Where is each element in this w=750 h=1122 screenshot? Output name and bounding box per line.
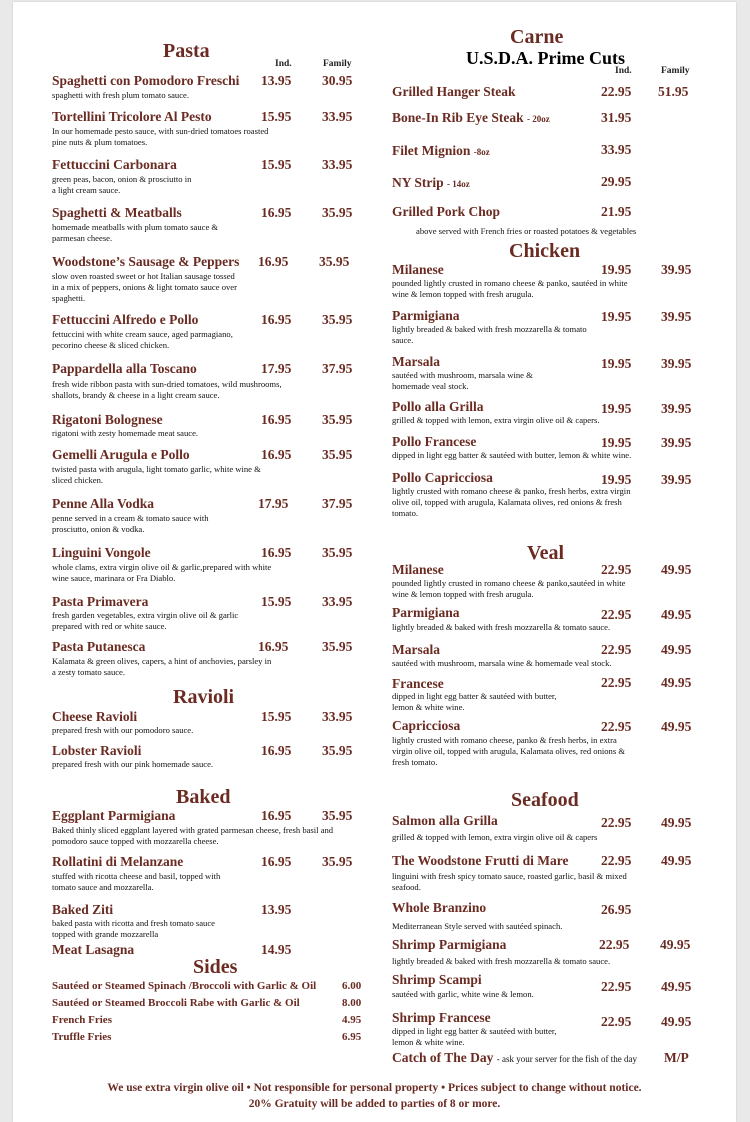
menu-item-name: Pollo alla Grilla <box>392 399 484 414</box>
price-family: 49.95 <box>661 719 692 734</box>
price-ind: 22.95 <box>601 1014 632 1029</box>
price-ind: 19.95 <box>601 356 632 371</box>
menu-item-desc: lightly breaded & baked with fresh mozzarella & tomato sauce. <box>392 956 611 966</box>
ravioli-heading: Ravioli <box>173 686 235 708</box>
menu-item-desc: pounded lightly crusted in romano cheese & panko, sautéed in white wine & lemon topped with fresh arugula. <box>392 278 628 299</box>
menu-item-desc: spaghetti with fresh plum tomato sauce. <box>52 90 189 100</box>
price-family: 49.95 <box>661 642 692 657</box>
price-ind: 16.95 <box>261 205 292 220</box>
menu-item-name: Pollo Francese <box>392 434 477 449</box>
menu-item-desc: rigatoni with zesty homemade meat sauce. <box>52 428 199 438</box>
price-family: 39.95 <box>661 472 692 487</box>
carne-footnote: above served with French fries or roasted potatoes & vegetables <box>416 226 637 236</box>
price-ind: 22.95 <box>599 937 630 952</box>
price-ind: 19.95 <box>601 472 632 487</box>
carne-ind-header: Ind. <box>615 66 632 76</box>
price-family: 49.95 <box>661 815 692 830</box>
menu-item-name: Pappardella alla Toscano <box>52 361 197 376</box>
price-ind: 16.95 <box>258 639 289 654</box>
seafood-heading: Seafood <box>511 789 579 811</box>
menu-item-name: Spaghetti con Pomodoro Freschi <box>52 73 240 88</box>
price-family: 35.95 <box>322 412 353 427</box>
price-family: 49.95 <box>661 853 692 868</box>
baked-heading: Baked <box>176 786 231 808</box>
price-ind: 16.95 <box>261 743 292 758</box>
menu-item-name: Salmon alla Grilla <box>392 813 498 828</box>
menu-item-desc: pounded lightly crusted in romano cheese & panko,sautéed in white wine & lemon topped with fresh arugula. <box>392 578 626 599</box>
price-family: 33.95 <box>322 594 353 609</box>
menu-item-name: Francese <box>392 676 444 691</box>
menu-item-desc: fettuccini with white cream sauce, aged parmagiano, pecorino cheese & sliced chicken. <box>52 329 233 350</box>
carne-subtitle: U.S.D.A. Prime Cuts <box>466 48 625 68</box>
menu-item-desc: dipped in light egg batter & sautéed with butter, lemon & white wine. <box>392 450 632 460</box>
menu-item-desc: slow oven roasted sweet or hot Italian sausage tossed in a mix of peppers, onions & light tomato sauce over spaghetti. <box>52 271 237 303</box>
price-ind: 22.95 <box>601 979 632 994</box>
price-ind: 19.95 <box>601 309 632 324</box>
menu-item-name: Milanese <box>392 562 444 577</box>
menu-item-desc: Kalamata & green olives, capers, a hint of anchovies, parsley in a zesty tomato sauce. <box>52 656 272 677</box>
footer-line-1: We use extra virgin olive oil • Not responsible for personal property • Prices subject to change without notice. <box>107 1082 642 1094</box>
menu-item-name: Shrimp Parmigiana <box>392 937 507 952</box>
chicken-heading: Chicken <box>509 240 581 262</box>
menu-item-desc: fresh garden vegetables, extra virgin olive oil & garlic prepared with red or white sauce. <box>52 610 239 631</box>
price-family: 39.95 <box>661 356 692 371</box>
menu-item-name: Gemelli Arugula e Pollo <box>52 447 190 462</box>
price-ind: 26.95 <box>601 902 632 917</box>
menu-item-name: NY Strip - 14oz <box>392 175 470 190</box>
menu-item-name: Grilled Pork Chop <box>392 204 501 219</box>
menu-item-name: Shrimp Francese <box>392 1010 491 1025</box>
side-item-name: French Fries <box>52 1014 112 1026</box>
menu-item-name: Linguini Vongole <box>52 545 151 560</box>
price-ind: 16.95 <box>258 254 289 269</box>
menu-item-name: Shrimp Scampi <box>392 972 482 987</box>
price-family: 33.95 <box>322 157 353 172</box>
menu-item-desc: fresh wide ribbon pasta with sun-dried tomatoes, wild mushrooms, shallots, brandy & cheese in a light cream sauce. <box>52 379 282 400</box>
menu-item-name: Rigatoni Bolognese <box>52 412 163 427</box>
side-item-name: Sautéed or Steamed Spinach /Broccoli with Garlic & Oil <box>52 980 317 992</box>
price-ind: 14.95 <box>261 942 292 957</box>
menu-item-desc: dipped in light egg batter & sautéed with butter, lemon & white wine. <box>392 691 557 712</box>
menu-item-desc: homemade meatballs with plum tomato sauce & parmesan cheese. <box>52 222 219 243</box>
price-family: 49.95 <box>661 675 692 690</box>
price-ind: 17.95 <box>261 361 292 376</box>
menu-item-name: Marsala <box>392 354 440 369</box>
price-ind: 22.95 <box>601 719 632 734</box>
footer-line-2: 20% Gratuity will be added to parties of 8 or more. <box>248 1098 501 1110</box>
menu-item-desc: sautéed with garlic, white wine & lemon. <box>392 989 534 999</box>
menu-item-name: Baked Ziti <box>52 902 114 917</box>
menu-item-desc: lightly crusted with romano cheese, panko & fresh herbs, in extra virgin olive oil, topped with arugula, Kalamata olives, red onions & fresh tomato. <box>392 735 626 767</box>
menu-item-name: Whole Branzino <box>392 900 487 915</box>
price-family: 35.95 <box>322 545 353 560</box>
catch-of-day: Catch of The Day - ask your server for the fish of the day <box>392 1050 637 1065</box>
menu-item-name: Pasta Putanesca <box>52 639 146 654</box>
menu-item-name: Grilled Hanger Steak <box>392 84 516 99</box>
menu-item-desc: baked pasta with ricotta and fresh tomato sauce topped with grande mozzarella <box>52 918 215 939</box>
price-ind: 16.95 <box>261 545 292 560</box>
menu-item-name: Rollatini di Melanzane <box>52 854 184 869</box>
menu-item-name: Parmigiana <box>392 308 460 323</box>
price-ind: 15.95 <box>261 157 292 172</box>
side-item-price: 6.00 <box>342 980 362 992</box>
price-ind: 19.95 <box>601 262 632 277</box>
menu-page <box>13 2 736 1122</box>
price-family: 35.95 <box>322 639 353 654</box>
price-ind: 22.95 <box>601 562 632 577</box>
price-family: 35.95 <box>322 312 353 327</box>
price-family: 49.95 <box>661 607 692 622</box>
menu-item-name: Tortellini Tricolore Al Pesto <box>52 109 212 124</box>
carne-heading: Carne <box>510 26 564 48</box>
side-item-price: 8.00 <box>342 997 362 1009</box>
menu-item-desc: sautéed with mushroom, marsala wine & homemade veal stock. <box>392 658 612 668</box>
sides-heading: Sides <box>193 956 238 978</box>
price-family: 49.95 <box>661 562 692 577</box>
catch-price: M/P <box>664 1050 689 1065</box>
price-family: 39.95 <box>661 401 692 416</box>
menu-item-desc: penne served in a cream & tomato sauce with prosciutto, onion & vodka. <box>52 513 209 534</box>
menu-item-name: Spaghetti & Meatballs <box>52 205 182 220</box>
price-ind: 16.95 <box>261 312 292 327</box>
price-ind: 22.95 <box>601 642 632 657</box>
menu-item-desc: grilled & topped with lemon, extra virgin olive oil & capers <box>392 832 598 842</box>
price-ind: 19.95 <box>601 435 632 450</box>
carne-family-header: Family <box>661 66 690 76</box>
menu-item-name: Milanese <box>392 262 444 277</box>
price-family: 33.95 <box>322 109 353 124</box>
price-ind: 15.95 <box>261 109 292 124</box>
menu-item-name: Lobster Ravioli <box>52 743 142 758</box>
price-family: 35.95 <box>322 447 353 462</box>
menu-item-desc: lightly crusted with romano cheese & panko, fresh herbs, extra virgin olive oil, topped with arugula, Kalamata olives, red onions & fresh tomato. <box>392 486 631 518</box>
menu-item-desc: prepared fresh with our pink homemade sauce. <box>52 759 214 769</box>
price-family: 39.95 <box>661 309 692 324</box>
price-ind: 16.95 <box>261 412 292 427</box>
menu-item-desc: green peas, bacon, onion & prosciutto in a light cream sauce. <box>52 174 192 195</box>
menu-item-name: Bone-In Rib Eye Steak - 20oz <box>392 110 550 125</box>
menu-item-name: Capricciosa <box>392 718 461 733</box>
menu-item-name: Filet Mignion -8oz <box>392 143 490 158</box>
menu-item-desc: prepared fresh with our pomodoro sauce. <box>52 725 194 735</box>
price-ind: 22.95 <box>601 815 632 830</box>
price-family: 37.95 <box>322 361 353 376</box>
price-family: 35.95 <box>322 854 353 869</box>
price-family: 51.95 <box>658 84 689 99</box>
menu-item-name: Parmigiana <box>392 605 460 620</box>
price-ind: 22.95 <box>601 84 632 99</box>
price-family: 49.95 <box>661 979 692 994</box>
side-item-name: Truffle Fries <box>52 1031 112 1043</box>
menu-item-desc: twisted pasta with arugula, light tomato garlic, white wine & sliced chicken. <box>52 464 261 485</box>
price-ind: 16.95 <box>261 854 292 869</box>
menu-item-desc: whole clams, extra virgin olive oil & garlic,prepared with white wine sauce, marinara or Fra Diablo. <box>52 562 272 583</box>
price-ind: 15.95 <box>261 709 292 724</box>
menu-item-desc: In our homemade pesto sauce, with sun-dried tomatoes roasted pine nuts & plum tomatoes. <box>52 126 269 147</box>
price-ind: 19.95 <box>601 401 632 416</box>
menu-item-desc: grilled & topped with lemon, extra virgin olive oil & capers. <box>392 415 600 425</box>
price-ind: 22.95 <box>601 675 632 690</box>
price-ind: 16.95 <box>261 447 292 462</box>
price-ind: 13.95 <box>261 73 292 88</box>
menu-item-desc: linguini with fresh spicy tomato sauce, roasted garlic, basil & mixed seafood. <box>392 871 627 892</box>
price-family: 30.95 <box>322 73 353 88</box>
menu-item-name: Marsala <box>392 642 440 657</box>
price-family: 39.95 <box>661 435 692 450</box>
price-family: 35.95 <box>322 743 353 758</box>
price-family: 35.95 <box>322 205 353 220</box>
menu-item-name: Fettuccini Alfredo e Pollo <box>52 312 199 327</box>
price-family: 35.95 <box>322 808 353 823</box>
menu-item-desc: dipped in light egg batter & sautéed with butter, lemon & white wine. <box>392 1026 557 1047</box>
side-item-price: 4.95 <box>342 1014 362 1026</box>
menu-item-name: Pollo Capricciosa <box>392 470 493 485</box>
price-family: 49.95 <box>660 937 691 952</box>
price-family: 35.95 <box>319 254 350 269</box>
price-ind: 22.95 <box>601 607 632 622</box>
price-family: 37.95 <box>322 496 353 511</box>
menu-item-desc: lightly breaded & baked with fresh mozzarella & tomato sauce. <box>392 324 587 345</box>
price-ind: 31.95 <box>601 110 632 125</box>
price-ind: 13.95 <box>261 902 292 917</box>
price-ind: 16.95 <box>261 808 292 823</box>
price-ind: 29.95 <box>601 174 632 189</box>
menu-item-name: Cheese Ravioli <box>52 709 138 724</box>
pasta-heading: Pasta <box>163 40 210 62</box>
menu-item-desc: lightly breaded & baked with fresh mozzarella & tomato sauce. <box>392 622 611 632</box>
menu-item-name: Woodstone’s Sausage & Peppers <box>52 254 240 269</box>
pasta-family-header: Family <box>323 59 352 69</box>
menu-item-name: Penne Alla Vodka <box>52 496 155 511</box>
price-family: 49.95 <box>661 1014 692 1029</box>
menu-item-desc: sautéed with mushroom, marsala wine & homemade veal stock. <box>392 370 533 391</box>
price-family: 39.95 <box>661 262 692 277</box>
side-item-price: 6.95 <box>342 1031 362 1043</box>
menu-item-name: Meat Lasagna <box>52 942 135 957</box>
side-item-name: Sautéed or Steamed Broccoli Rabe with Garlic & Oil <box>52 997 300 1009</box>
menu-item-name: Pasta Primavera <box>52 594 149 609</box>
menu-item-name: The Woodstone Frutti di Mare <box>392 853 569 868</box>
menu-item-desc: Baked thinly sliced eggplant layered with grated parmesan cheese, fresh basil and pomodoro sauce topped with mozzarella cheese. <box>52 825 334 846</box>
menu-item-name: Fettuccini Carbonara <box>52 157 177 172</box>
price-ind: 17.95 <box>258 496 289 511</box>
menu-item-desc: Mediterranean Style served with sautéed spinach. <box>392 921 563 931</box>
price-ind: 15.95 <box>261 594 292 609</box>
price-ind: 22.95 <box>601 853 632 868</box>
menu-item-name: Eggplant Parmigiana <box>52 808 176 823</box>
veal-heading: Veal <box>527 542 565 564</box>
pasta-ind-header: Ind. <box>275 59 292 69</box>
price-family: 33.95 <box>322 709 353 724</box>
price-ind: 33.95 <box>601 142 632 157</box>
menu-item-desc: stuffed with ricotta cheese and basil, topped with tomato sauce and mozzarella. <box>52 871 221 892</box>
price-ind: 21.95 <box>601 204 632 219</box>
